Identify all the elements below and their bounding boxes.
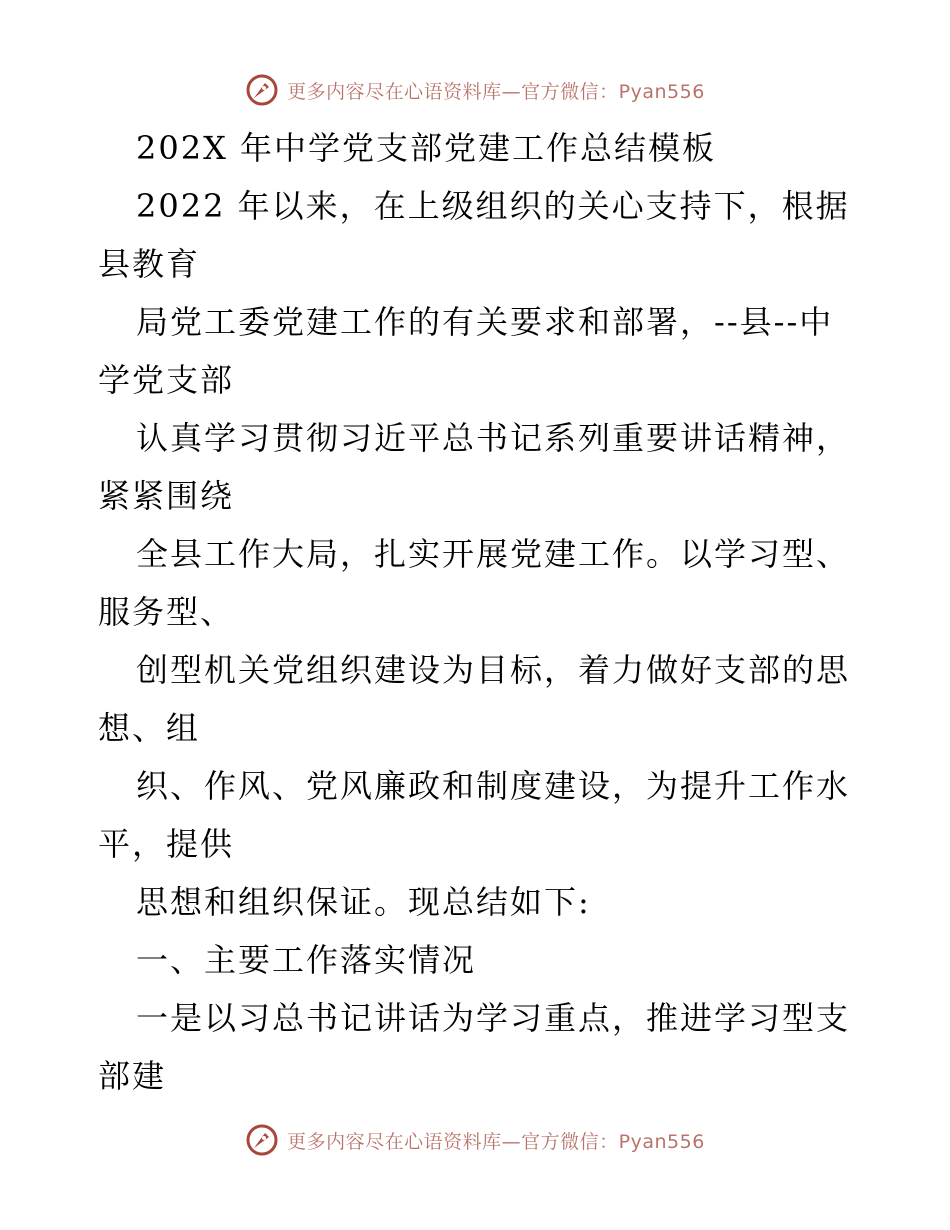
text-line: 局党工委党建工作的有关要求和部署，--县--中 (136, 303, 834, 341)
text-line: 织、作风、党风廉政和制度建设，为提升工作水 (136, 767, 851, 805)
text-line: 平，提供 (98, 825, 235, 863)
text-line: 学党支部 (98, 361, 235, 399)
watermark-text: 更多内容尽在心语资料库—官方微信：Pyan556 (287, 1130, 705, 1153)
pen-nib-circle-icon (245, 73, 279, 107)
watermark-banner-top (0, 70, 950, 110)
watermark-text: 更多内容尽在心语资料库—官方微信：Pyan556 (287, 80, 705, 103)
text-line: 2022 年以来，在上级组织的关心支持下，根据 (136, 187, 850, 225)
watermark-banner-bottom (0, 1120, 950, 1160)
text-line: 服务型、 (98, 593, 235, 631)
text-line: 思想和组织保证。现总结如下: (136, 883, 591, 921)
text-line: 部建 (98, 1057, 167, 1095)
document-body (98, 124, 858, 1110)
text-line: 一是以习总书记讲话为学习重点，推进学习型支 (136, 999, 851, 1037)
text-line: 想、组 (98, 709, 201, 747)
text-line: 紧紧围绕 (98, 477, 235, 515)
text-line: 县教育 (98, 245, 201, 283)
section-heading: 一、主要工作落实情况 (136, 941, 477, 979)
text-line: 创型机关党组织建设为目标，着力做好支部的思 (136, 651, 851, 689)
document-title: 202X 年中学党支部党建工作总结模板 (136, 129, 717, 167)
text-line: 认真学习贯彻习近平总书记系列重要讲话精神， (136, 419, 851, 457)
text-line: 全县工作大局，扎实开展党建工作。以学习型、 (136, 535, 851, 573)
pen-nib-circle-icon (245, 1123, 279, 1157)
